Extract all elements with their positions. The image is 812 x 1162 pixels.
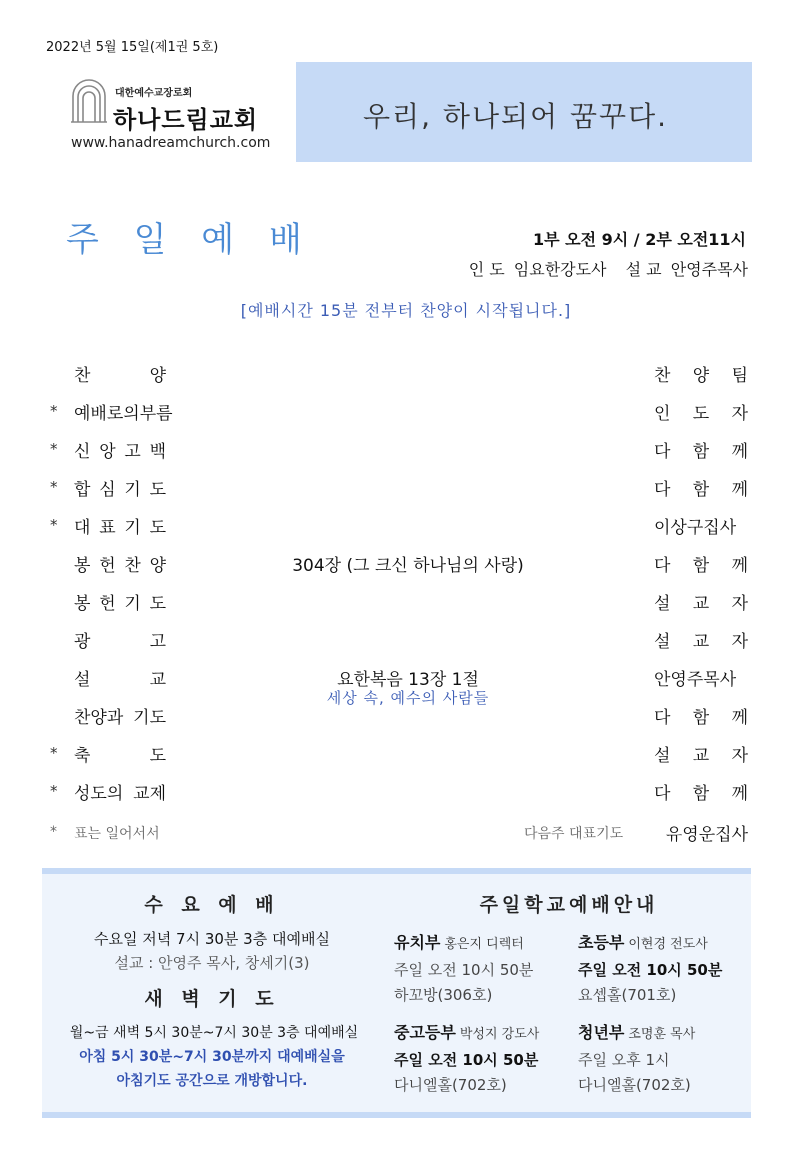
order-person: 설 교 자 [654, 594, 748, 614]
dawn-highlight: 아침기도 공간으로 개방합니다. [116, 1073, 308, 1089]
header-banner [45, 62, 752, 162]
order-row [0, 659, 812, 707]
service-notice: [예배시간 15분 전부터 찬양이 시작됩니다.] [240, 301, 572, 320]
dept-place: 요셉홀(701호) [578, 986, 677, 1004]
dept-youth [394, 1020, 570, 1095]
order-person: 안영주목사 [654, 670, 737, 690]
standing-star: * [50, 402, 58, 420]
order-item: 찬 양 [74, 366, 166, 386]
order-item: 성도의 교제 [74, 784, 166, 804]
order-item: 광 고 [74, 632, 166, 652]
order-row [0, 393, 812, 431]
order-person: 다 함 께 [654, 784, 748, 804]
wednesday-sermon: 설교 : 안영주 목사, 창세기(3) [114, 954, 310, 972]
dept-name: 유치부 [394, 933, 441, 952]
dawn-highlight: 아침 5시 30분~7시 30분까지 대예배실을 [79, 1049, 345, 1065]
dept-young-adult [578, 1020, 754, 1095]
dept-time: 주일 오전 10시 50분 [578, 961, 723, 979]
dawn-time: 월~금 새벽 5시 30분~7시 30분 3층 대예배실 [69, 1025, 359, 1041]
info-box [42, 868, 751, 1118]
service-leaders [465, 257, 748, 280]
dept-name: 청년부 [578, 1023, 625, 1042]
sermon-label: 설 교 [625, 260, 662, 279]
dept-kindergarten [394, 930, 570, 1005]
order-row [0, 697, 812, 735]
order-person: 설 교 자 [654, 746, 748, 766]
order-item: 봉 헌 기 도 [74, 594, 166, 614]
order-person: 다 함 께 [654, 480, 748, 500]
order-item: 설 교 [74, 670, 166, 690]
prayer-label: 인 도 [468, 260, 505, 279]
service-times: 1부 오전 9시 / 2부 오전11시 [532, 230, 746, 249]
wednesday-title: 수 요 예 배 [144, 894, 280, 916]
dept-leader: 조명훈 목사 [628, 1027, 696, 1042]
order-of-worship [0, 355, 812, 811]
order-person: 찬 양 팀 [654, 366, 748, 386]
order-item: 봉 헌 찬 양 [74, 556, 166, 576]
issue-date: 2022년 5월 15일(제1권 5호) [46, 40, 219, 55]
standing-note: 표는 일어서서 [74, 826, 160, 842]
school-title: 주일학교예배안내 [479, 894, 659, 916]
dept-place: 다니엘홀(702호) [394, 1076, 507, 1094]
slogan: 우리, 하나되어 꿈꾸다. [363, 100, 669, 133]
order-item: 축 도 [74, 746, 166, 766]
order-row [0, 355, 812, 393]
order-row [0, 735, 812, 773]
dept-elementary [578, 930, 754, 1005]
dept-place: 다니엘홀(702호) [578, 1076, 691, 1094]
order-item: 대 표 기 도 [74, 518, 166, 538]
church-logo[interactable] [45, 62, 297, 162]
order-person: 설 교 자 [654, 632, 748, 652]
order-person: 이상구집사 [654, 518, 737, 538]
standing-star: * [50, 744, 58, 762]
order-person: 인 도 자 [654, 404, 748, 424]
standing-star: * [50, 440, 58, 458]
arch-icon [69, 76, 109, 124]
dept-leader: 이현경 전도사 [628, 937, 708, 952]
denomination: 대한예수교장로회 [115, 88, 193, 99]
order-person: 다 함 께 [654, 442, 748, 462]
order-item: 신 앙 고 백 [74, 442, 166, 462]
order-row [0, 621, 812, 659]
dept-leader: 박성지 강도사 [459, 1027, 540, 1042]
order-row [0, 773, 812, 811]
wednesday-time: 수요일 저녁 7시 30분 3층 대예배실 [94, 930, 330, 948]
order-person: 다 함 께 [654, 556, 748, 576]
dept-place: 하꼬방(306호) [394, 986, 493, 1004]
order-row [0, 507, 812, 545]
order-person: 다 함 께 [654, 708, 748, 728]
standing-star: * [50, 782, 58, 800]
dept-time: 주일 오전 10시 50분 [394, 1051, 539, 1069]
order-content: 304장 (그 크신 하나님의 사랑) [292, 556, 524, 576]
dept-name: 초등부 [578, 933, 625, 952]
standing-star: * [50, 516, 58, 534]
church-url[interactable]: www.hanadreamchurch.com [71, 135, 271, 151]
order-row [0, 583, 812, 621]
service-title: 주 일 예 배 [66, 220, 314, 260]
dept-time: 주일 오후 1시 [578, 1051, 670, 1069]
standing-star: * [50, 478, 58, 496]
order-item: 합 심 기 도 [74, 480, 166, 500]
order-row [0, 469, 812, 507]
prayer-person: 임요한강도사 [513, 260, 607, 279]
dept-leader: 홍은지 디렉터 [444, 937, 524, 952]
order-item: 찬양과 기도 [74, 708, 166, 728]
next-prayer-person: 유영운집사 [665, 825, 748, 845]
church-name: 하나드림교회 [113, 106, 259, 134]
sermon-person: 안영주목사 [670, 260, 748, 279]
standing-star: * [50, 824, 57, 840]
dawn-title: 새 벽 기 도 [144, 988, 280, 1010]
dept-time: 주일 오전 10시 50분 [394, 961, 534, 979]
dept-name: 중고등부 [394, 1023, 456, 1042]
order-item: 예배로의부름 [74, 404, 173, 424]
sermon-title: 세상 속, 예수의 사람들 [326, 689, 490, 707]
order-content: 요한복음 13장 1절 [337, 670, 479, 690]
order-row [0, 545, 812, 583]
order-row [0, 431, 812, 469]
next-prayer-label: 다음주 대표기도 [524, 826, 624, 842]
